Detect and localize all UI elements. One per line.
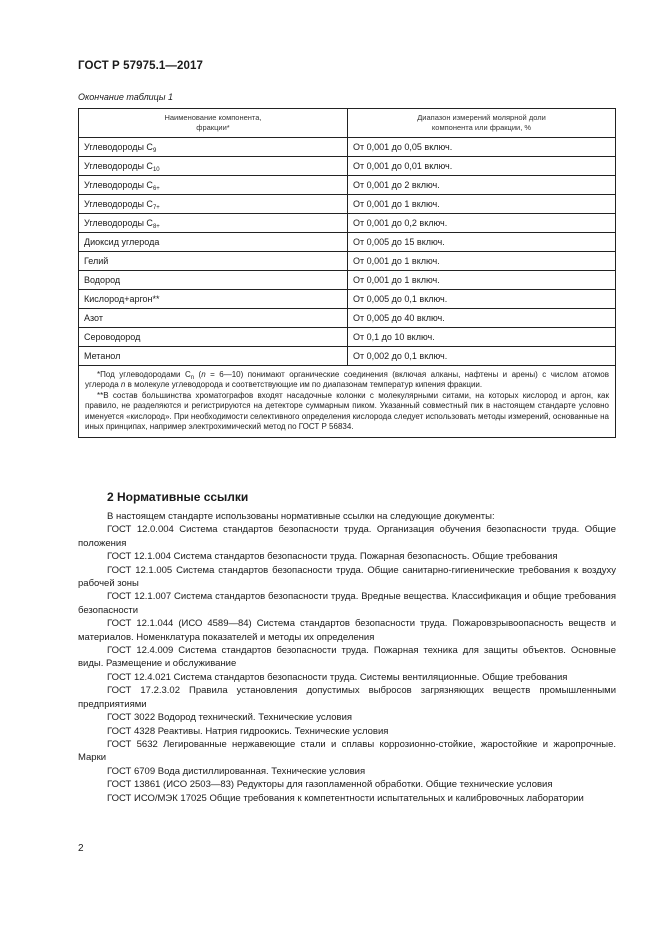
reference-item: ГОСТ 17.2.3.02 Правила установления допустимых выбросов загрязняющих веществ промышленными предприятиями: [78, 685, 616, 710]
reference-item: ГОСТ 5632 Легированные нержавеющие стали и сплавы коррозионно-стойкие, жаростойкие и жаропрочные. Марки: [78, 738, 616, 764]
measurement-range-cell: От 0,001 до 1 включ.: [348, 252, 616, 271]
table-row: [79, 309, 616, 328]
table-row: [79, 233, 616, 252]
reference-item: ГОСТ 12.0.004 Система стандартов безопасности труда. Организация обучения безопасности труда. Общие положения: [78, 524, 616, 549]
component-name-cell: Углеводороды $C_{8+}$: [79, 214, 348, 233]
table-caption: Окончание таблицы 1: [78, 92, 173, 102]
footnote-oxygen-argon: **В состав большинства хроматографов входят насадочные колонки с молекулярными ситами, на которых кислород и аргон, как правило, не разделяются и регистрируются на детекторе суммарным пиком. Указанный совместный пик в настоящем стандарте условно именуется «кислород». При необходимости селективного определения кислорода следует использовать методы измерений, основанные на иных принципах, например электрохимический метод по ГОСТ Р 56834.: [85, 390, 609, 432]
reference-item: ГОСТ 6709 Вода дистиллированная. Технические условия: [107, 765, 366, 777]
measurement-range-cell: От 0,005 до 40 включ.: [348, 309, 616, 328]
measurement-range-cell: От 0,1 до 10 включ.: [348, 328, 616, 347]
reference-item: ГОСТ 12.4.021 Система стандартов безопасности труда. Системы вентиляционные. Общие требования: [107, 671, 568, 683]
table-body: [79, 138, 616, 366]
table-footnotes: [79, 366, 616, 438]
reference-item: ГОСТ 12.1.007 Система стандартов безопасности труда. Вредные вещества. Классификация и общие требования безопасности: [78, 591, 616, 616]
measurement-range-cell: От 0,001 до 1 включ.: [348, 271, 616, 290]
table-footnotes-row: [79, 366, 616, 438]
footnote-hydrocarbons: *Под углеводородами $C_n$ (n = 6—10) понимают органические соединения (включая алканы, нафтены и арены) с числом атомов углерода n в молекуле углеводорода и соответствующие им по диапазонам температур кипения фракции.: [85, 370, 610, 390]
measurement-range-cell: От 0,005 до 15 включ.: [348, 233, 616, 252]
measurement-range-cell: От 0,001 до 1 включ.: [348, 195, 616, 214]
components-table: [78, 108, 616, 438]
measurement-range-cell: От 0,005 до 0,1 включ.: [348, 290, 616, 309]
table-row: [79, 195, 616, 214]
section-title: 2 Нормативные ссылки: [107, 490, 249, 504]
measurement-range-cell: От 0,001 до 0,01 включ.: [348, 157, 616, 176]
table-row: [79, 328, 616, 347]
component-name-cell: Углеводороды $C_{6+}$: [79, 176, 348, 195]
component-name-cell: Диоксид углерода: [79, 233, 348, 252]
table-row: [79, 138, 616, 157]
reference-item: ГОСТ 12.1.004 Система стандартов безопасности труда. Пожарная безопасность. Общие требования: [107, 551, 558, 563]
reference-item: ГОСТ 4328 Реактивы. Натрия гидроокись. Технические условия: [107, 725, 389, 737]
component-name-cell: Метанол: [79, 347, 348, 366]
table-row: [79, 252, 616, 271]
table-header-row: [79, 109, 616, 138]
table-row: [79, 176, 616, 195]
table-row: [79, 271, 616, 290]
table-row: [79, 290, 616, 309]
component-name-cell: Углеводороды $C_9$: [79, 138, 348, 157]
references-body: [78, 510, 616, 805]
component-name-cell: Углеводороды $C_{10}$: [79, 157, 348, 176]
component-name-cell: Водород: [79, 271, 348, 290]
reference-item: ГОСТ 12.1.044 (ИСО 4589—84) Система стандартов безопасности труда. Пожаровзрывоопасность веществ и материалов. Номенклатура показателей и методы их определения: [78, 618, 616, 643]
intro-paragraph: В настоящем стандарте использованы нормативные ссылки на следующие документы:: [107, 511, 495, 522]
table-row: [79, 347, 616, 366]
component-name-cell: Углеводороды $C_{7+}$: [79, 195, 348, 214]
measurement-range-cell: От 0,002 до 0,1 включ.: [348, 347, 616, 366]
component-name-cell: Сероводород: [79, 328, 348, 347]
reference-item: ГОСТ 12.1.005 Система стандартов безопасности труда. Общие санитарно-гигиенические требования к воздуху рабочей зоны: [78, 564, 616, 590]
column-header-range: Диапазон измерений молярной доли компонента или фракции, %: [348, 109, 616, 138]
reference-item: ГОСТ 3022 Водород технический. Технические условия: [107, 712, 353, 724]
document-number-header: ГОСТ Р 57975.1—2017: [78, 60, 203, 72]
reference-item: ГОСТ 13861 (ИСО 2503—83) Редукторы для газопламенной обработки. Общие технические условия: [107, 779, 553, 791]
reference-item: ГОСТ ИСО/МЭК 17025 Общие требования к компетентности испытательных и калибровочных лаборатории: [107, 792, 584, 804]
table-row: [79, 214, 616, 233]
table-row: [79, 157, 616, 176]
measurement-range-cell: От 0,001 до 0,05 включ.: [348, 138, 616, 157]
measurement-range-cell: От 0,001 до 2 включ.: [348, 176, 616, 195]
component-name-cell: Гелий: [79, 252, 348, 271]
page-number: 2: [78, 843, 84, 854]
component-name-cell: Кислород+аргон**: [79, 290, 348, 309]
reference-item: ГОСТ 12.4.009 Система стандартов безопасности труда. Пожарная техника для защиты объектов. Основные виды. Размещение и обслуживание: [78, 645, 616, 670]
component-name-cell: Азот: [79, 309, 348, 328]
measurement-range-cell: От 0,001 до 0,2 включ.: [348, 214, 616, 233]
column-header-component: Наименование компонента, фракции*: [79, 109, 348, 138]
